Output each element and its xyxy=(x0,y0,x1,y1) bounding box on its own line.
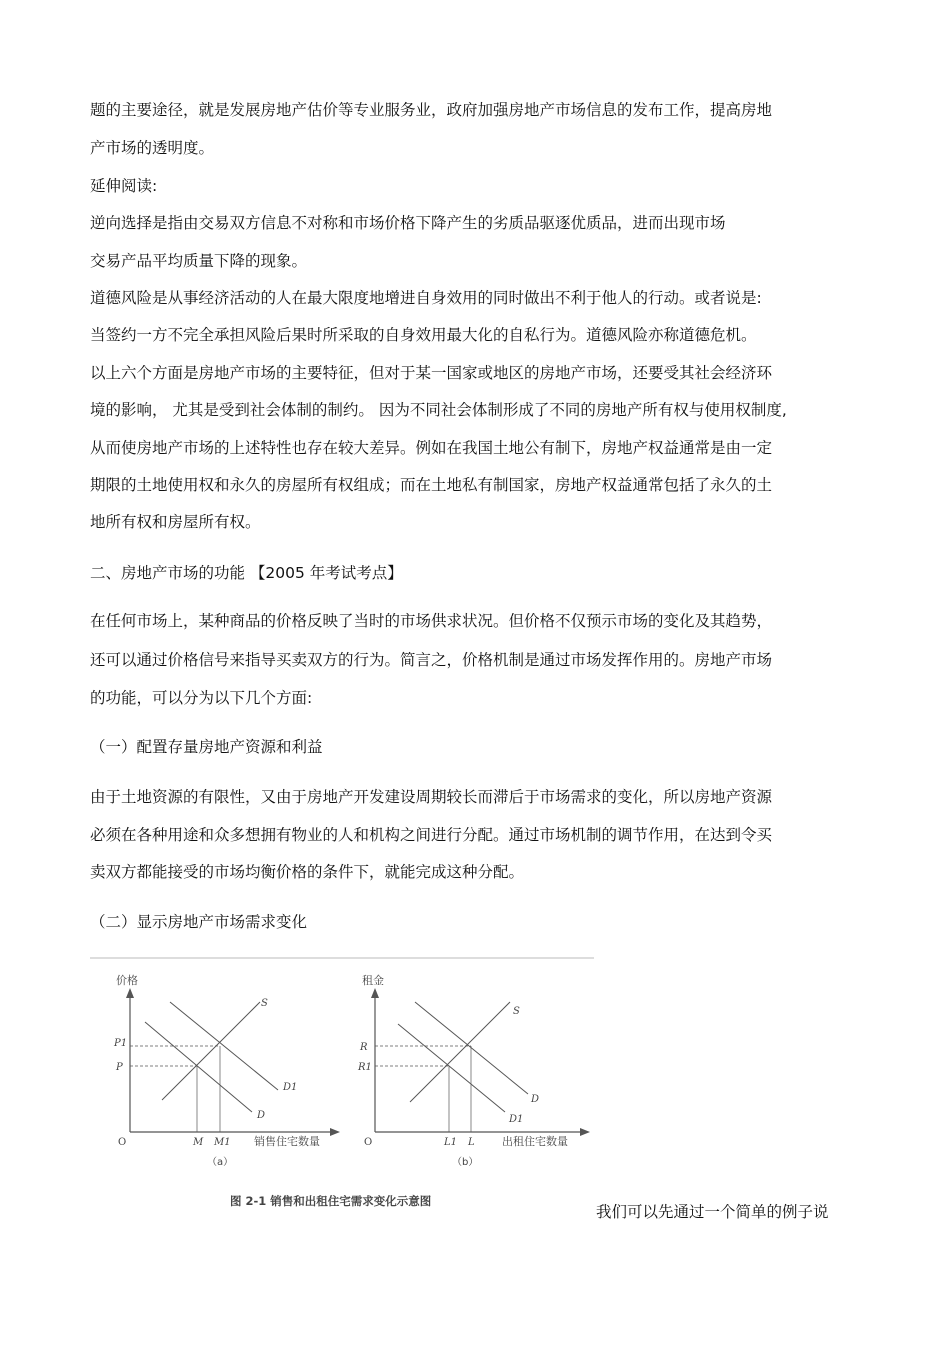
panel-a-x-arrow xyxy=(330,1128,340,1136)
panel-a-demand-curve xyxy=(145,1022,252,1112)
subsection-heading: （二）显示房地产市场需求变化 xyxy=(90,913,308,931)
panel-a-tick-p: P xyxy=(116,1062,123,1073)
panel-b-tick-l1: L1 xyxy=(444,1137,458,1148)
panel-b-demand-curve-shifted xyxy=(398,1024,505,1112)
text-line: 还可以通过价格信号来指导买卖双方的行为。简言之，价格机制是通过市场发挥作用的。房地产市场 xyxy=(90,651,773,669)
panel-b-tick-r: R xyxy=(360,1042,368,1053)
panel-b-label-d: D xyxy=(531,1094,540,1105)
panel-a-tick-m1: M1 xyxy=(214,1137,231,1148)
text-line: 当签约一方不完全承担风险后果时所采取的自身效用最大化的自私行为。道德风险亦称道德危机。 xyxy=(90,326,757,344)
text-line: 题的主要途径，就是发展房地产估价等专业服务业，政府加强房地产市场信息的发布工作，提高房地 xyxy=(90,101,773,119)
text-line: 以上六个方面是房地产市场的主要特征，但对于某一国家或地区的房地产市场，还要受其社会经济环 xyxy=(90,364,773,382)
supply-demand-figure xyxy=(90,952,600,1212)
text-line: 必须在各种用途和众多想拥有物业的人和机构之间进行分配。通过市场机制的调节作用，在达到令买 xyxy=(90,826,773,844)
panel-a-label-s: S xyxy=(261,998,268,1009)
panel-b-y-arrow xyxy=(371,988,379,998)
text-line: 道德风险是从事经济活动的人在最大限度地增进自身效用的同时做出不利于他人的行动。或者说是: xyxy=(90,289,762,307)
panel-b-label-d1: D1 xyxy=(509,1114,524,1125)
text-line: 期限的土地使用权和永久的房屋所有权组成；而在土地私有制国家，房地产权益通常包括了永久的土 xyxy=(90,476,773,494)
figure-caption: 图 2-1 销售和出租住宅需求变化示意图 xyxy=(230,1194,432,1208)
panel-b-x-label: 出租住宅数量 xyxy=(502,1135,568,1148)
panel-a-label-d: D xyxy=(257,1110,266,1121)
text-line: 从而使房地产市场的上述特性也存在较大差异。例如在我国土地公有制下，房地产权益通常是由一定 xyxy=(90,439,773,457)
figure-svg xyxy=(90,952,600,1212)
panel-b-tick-l: L xyxy=(468,1137,475,1148)
panel-a-x-label: 销售住宅数量 xyxy=(254,1135,320,1148)
panel-a-supply-curve xyxy=(162,1002,260,1100)
text-line: 地所有权和房屋所有权。 xyxy=(90,513,261,531)
panel-a-origin: O xyxy=(118,1137,127,1148)
text-line: 的功能，可以分为以下几个方面: xyxy=(90,689,313,707)
text-line: 卖双方都能接受的市场均衡价格的条件下，就能完成这种分配。 xyxy=(90,863,525,881)
panel-a-tick-p1: P1 xyxy=(114,1038,128,1049)
panel-b-tick-r1: R1 xyxy=(358,1062,372,1073)
trailing-text: 我们可以先通过一个简单的例子说 xyxy=(596,1203,829,1221)
section-heading: 二、房地产市场的功能 【2005 年考试考点】 xyxy=(90,564,403,582)
text-line: 延伸阅读: xyxy=(90,177,158,195)
text-line: 由于土地资源的有限性，又由于房地产开发建设周期较长而滞后于市场需求的变化，所以房地产资源 xyxy=(90,788,773,806)
panel-a xyxy=(126,988,340,1136)
panel-a-y-label: 价格 xyxy=(116,974,138,987)
text-line: 交易产品平均质量下降的现象。 xyxy=(90,252,308,270)
text-line: 在任何市场上，某种商品的价格反映了当时的市场供求状况。但价格不仅预示市场的变化及其趋势， xyxy=(90,612,773,630)
panel-a-tick-m: M xyxy=(193,1137,204,1148)
panel-a-label-d1: D1 xyxy=(283,1082,298,1093)
panel-b-label-s: S xyxy=(513,1006,520,1017)
panel-b xyxy=(371,988,590,1136)
panel-a-sublabel: （a） xyxy=(207,1157,234,1168)
panel-a-y-arrow xyxy=(126,988,134,998)
panel-b-sublabel: （b） xyxy=(452,1157,479,1168)
text-line: 逆向选择是指由交易双方信息不对称和市场价格下降产生的劣质品驱逐优质品，进而出现市场 xyxy=(90,214,726,232)
subsection-heading: （一）配置存量房地产资源和利益 xyxy=(90,738,323,756)
panel-b-origin: O xyxy=(364,1137,373,1148)
panel-b-supply-curve xyxy=(410,1002,510,1102)
text-line: 产市场的透明度。 xyxy=(90,139,215,157)
text-line: 境的影响， 尤其是受到社会体制的制约。 因为不同社会体制形成了不同的房地产所有权与使用权制度, xyxy=(90,401,787,419)
panel-b-y-label: 租金 xyxy=(362,974,384,987)
panel-b-x-arrow xyxy=(580,1128,590,1136)
